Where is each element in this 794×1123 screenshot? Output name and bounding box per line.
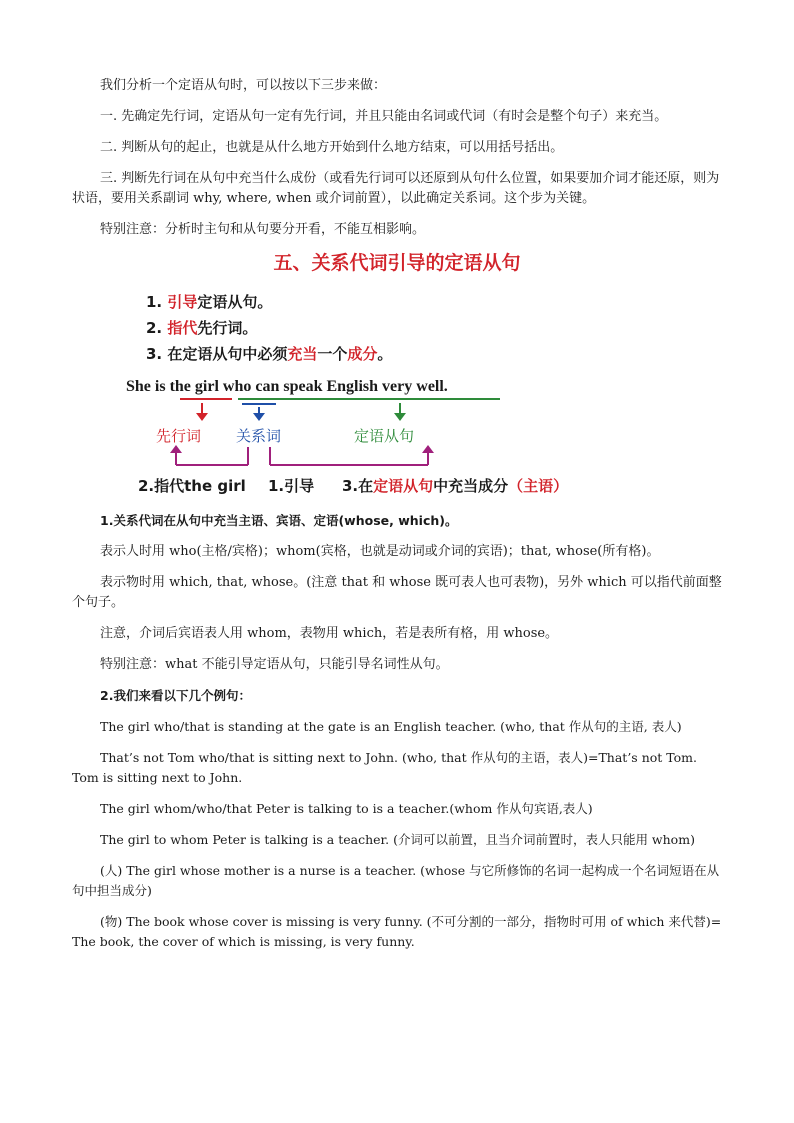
- example-3: The girl whom/who/that Peter is talking to is a teacher.(whom 作从句宾语,表人): [100, 801, 593, 816]
- sentence-main: She is the girl who can speak English very well.: [126, 378, 448, 395]
- arrow-up-right: [422, 445, 434, 453]
- label-clause: 定语从句: [354, 427, 415, 445]
- arrow-relative: [253, 413, 265, 421]
- step-3-text: 三. 判断先行词在从句中充当什么成份（或看先行词可以还原到从句什么位置，如果要加介词才能还原，则为状语，要用关系副词 why, where, when 或介词前置），以此确定关系词。这个步为关键。: [72, 171, 720, 206]
- bottom-label-1: 2.指代the girl: [138, 477, 246, 495]
- step-2-text: 二. 判断从句的起止，也就是从什么地方开始到什么地方结束，可以用括号括出。: [100, 140, 564, 155]
- bottom-label-3: 3.在定语从句中充当成分（主语）: [342, 477, 569, 495]
- content-3: 注意，介词后宾语表人用 whom，表物用 which，若是表所有格，用 whose。: [100, 626, 559, 641]
- clause-diagram: [124, 375, 644, 505]
- point-1: 1. 引导定语从句。: [146, 293, 273, 311]
- label-antecedent: 先行词: [156, 427, 202, 445]
- intro-text: 我们分析一个定语从句时，可以按以下三步来做：: [100, 78, 387, 93]
- example-6: (物) The book whose cover is missing is very funny. (不可分割的一部分，指物时可用 of which 来代替)= The book, the cover of which is missing, is very funny.: [72, 914, 722, 949]
- point-2: 2. 指代先行词。: [146, 319, 258, 337]
- step-1-text: 一. 先确定先行词，定语从句一定有先行词，并且只能由名词或代词（有时会是整个句子）来充当。: [100, 109, 668, 124]
- example-2: That’s not Tom who/that is sitting next to John. (who, that 作从句的主语，表人)=That’s not Tom. Tom is sitting next to John.: [72, 750, 697, 785]
- example-5: (人) The girl whose mother is a nurse is a teacher. (whose 与它所修饰的名词一起构成一个名词短语在从句中担当成分): [72, 863, 720, 898]
- content-2: 表示物时用 which, that, whose。(注意 that 和 whose 既可表人也可表物)，另外 which 可以指代前面整个句子。: [72, 575, 722, 610]
- content-4: 特别注意：what 不能引导定语从句，只能引导名词性从句。: [100, 657, 449, 672]
- arrow-up-left: [170, 445, 182, 453]
- point-3: 3. 在定语从句中必须充当一个成分。: [146, 345, 393, 363]
- document-page: [72, 76, 722, 963]
- note-1-text: 特别注意：分析时主句和从句要分开看，不能互相影响。: [100, 222, 426, 237]
- bottom-label-2: 1.引导: [268, 477, 315, 495]
- section-title: 五、关系代词引导的定语从句: [273, 252, 521, 274]
- clause-diagram-svg: [124, 375, 644, 505]
- example-1: The girl who/that is standing at the gate is an English teacher. (who, that 作从句的主语, 表人): [100, 719, 682, 734]
- heading-1: 1.关系代词在从句中充当主语、宾语、定语(whose, which)。: [100, 513, 458, 528]
- arrow-clause: [394, 413, 406, 421]
- arrow-antecedent: [196, 413, 208, 421]
- heading-2: 2.我们来看以下几个例句：: [100, 688, 251, 703]
- content-1: 表示人时用 who(主格/宾格)；whom(宾格，也就是动词或介词的宾语)；that, whose(所有格)。: [100, 544, 660, 559]
- key-points: [146, 289, 722, 367]
- label-relative: 关系词: [236, 427, 282, 445]
- example-4: The girl to whom Peter is talking is a teacher. (介词可以前置，且当介词前置时，表人只能用 whom): [100, 832, 695, 847]
